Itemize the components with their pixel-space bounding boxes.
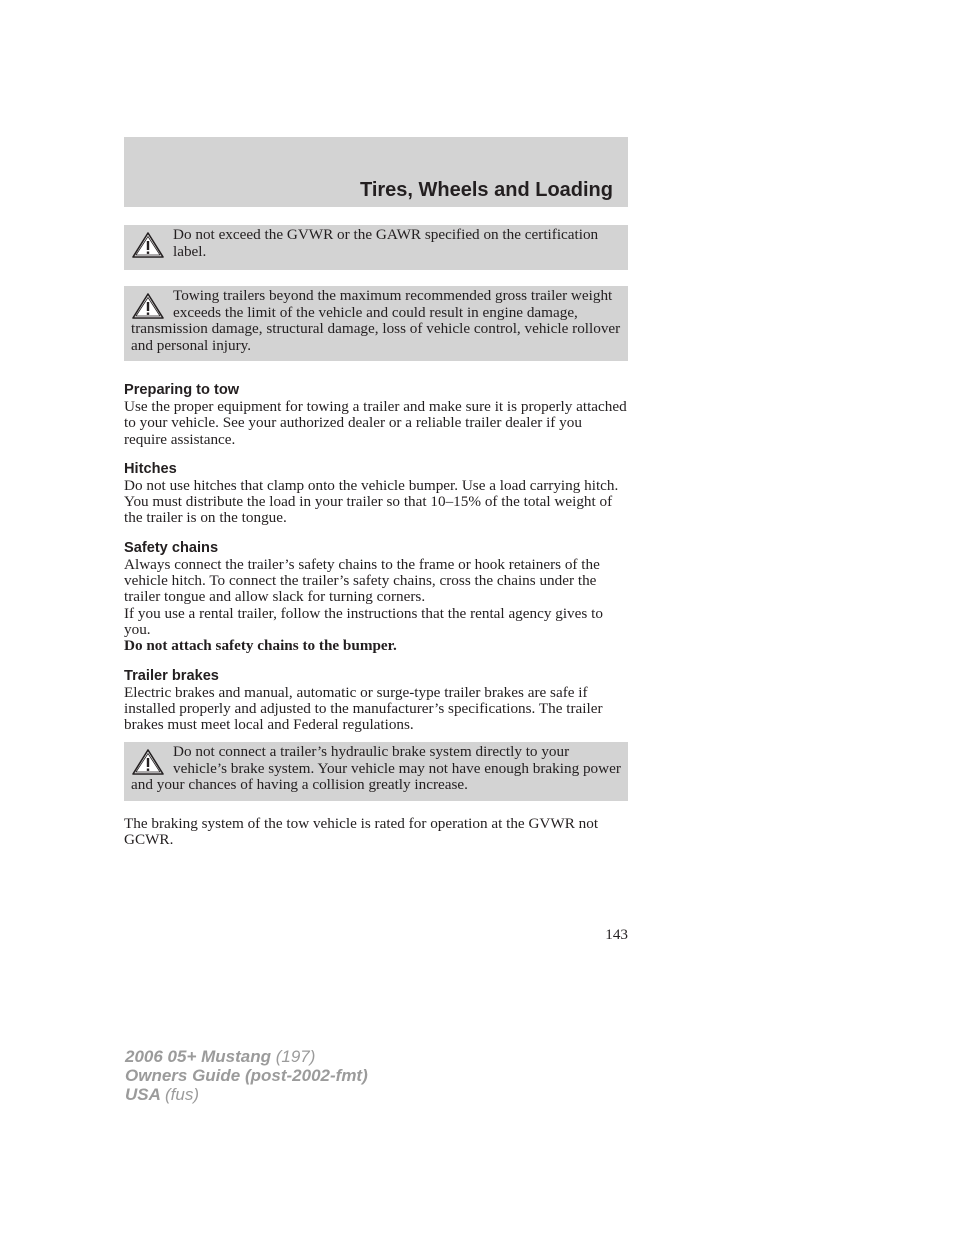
- section-text-braking-system: The braking system of the tow vehicle is rated for operation at the GVWR not GCWR.: [124, 814, 599, 849]
- warning-box-towing: [124, 286, 628, 361]
- warning-triangle-icon: [131, 292, 165, 320]
- footer-model-code: (197): [275, 1047, 316, 1066]
- warning-text: Do not connect a trailer’s hydraulic brake system directly to your vehicle’s brake system. Your vehicle may not have enough braking power and your chances of having a collision greatly increase.: [131, 743, 621, 794]
- warning-triangle-icon: [131, 748, 165, 776]
- section-heading-safety-chains: Safety chains: [124, 539, 219, 556]
- document-footer: [125, 1047, 368, 1104]
- warning-text: Towing trailers beyond the maximum recommended gross trailer weight exceeds the limit of the vehicle and could result in engine damage, transmission damage, structural damage, loss of vehicle control, vehicle rollover and personal injury.: [131, 287, 621, 354]
- warning-box-gvwr: [124, 225, 628, 270]
- warning-triangle-icon: [131, 231, 165, 259]
- page-number: 143: [605, 926, 628, 943]
- footer-line-3: [125, 1085, 368, 1104]
- section-heading-preparing: Preparing to tow: [124, 382, 240, 398]
- section-text-preparing: Use the proper equipment for towing a trailer and make sure it is properly attached to your vehicle. See your authorized dealer or a reliable trailer dealer if you require assistance.: [124, 398, 627, 448]
- safety-chains-notice: Do not attach safety chains to the bumper.: [124, 637, 397, 655]
- manual-page: [124, 137, 628, 943]
- section-text-hitches: Do not use hitches that clamp onto the vehicle bumper. Use a load carrying hitch. You must distribute the load in your trailer so that 10–15% of the total weight of the trailer is on the tongue.: [124, 476, 619, 527]
- footer-guide: Owners Guide (post-2002-fmt): [125, 1066, 368, 1085]
- section-heading-hitches: Hitches: [124, 460, 177, 477]
- section-text-safety-chains: Always connect the trailer’s safety chains to the frame or hook retainers of the vehicle hitch. To connect the trailer’s safety chains, cross the chains under the trailer tongue and allow slack for turning corners.: [124, 555, 600, 606]
- footer-market: USA: [125, 1085, 161, 1104]
- section-heading-trailer-brakes: Trailer brakes: [124, 667, 219, 684]
- footer-line-1: [125, 1047, 368, 1066]
- warning-box-hydraulic-brake: [124, 742, 628, 801]
- section-text-trailer-brakes: Electric brakes and manual, automatic or surge-type trailer brakes are safe if installed properly and adjusted to the manufacturer’s specifications. The trailer brakes must meet local and Federal regulations.: [124, 683, 603, 734]
- chapter-header: [124, 137, 628, 207]
- footer-market-code: (fus): [165, 1085, 199, 1104]
- warning-text: Do not exceed the GVWR or the GAWR specified on the certification label.: [173, 226, 599, 260]
- chapter-title: Tires, Wheels and Loading: [359, 179, 613, 201]
- footer-line-2: [125, 1066, 368, 1085]
- section-text-rental-trailer: If you use a rental trailer, follow the instructions that the rental agency gives to you.: [124, 604, 603, 638]
- footer-model: 2006 05+ Mustang: [125, 1047, 271, 1066]
